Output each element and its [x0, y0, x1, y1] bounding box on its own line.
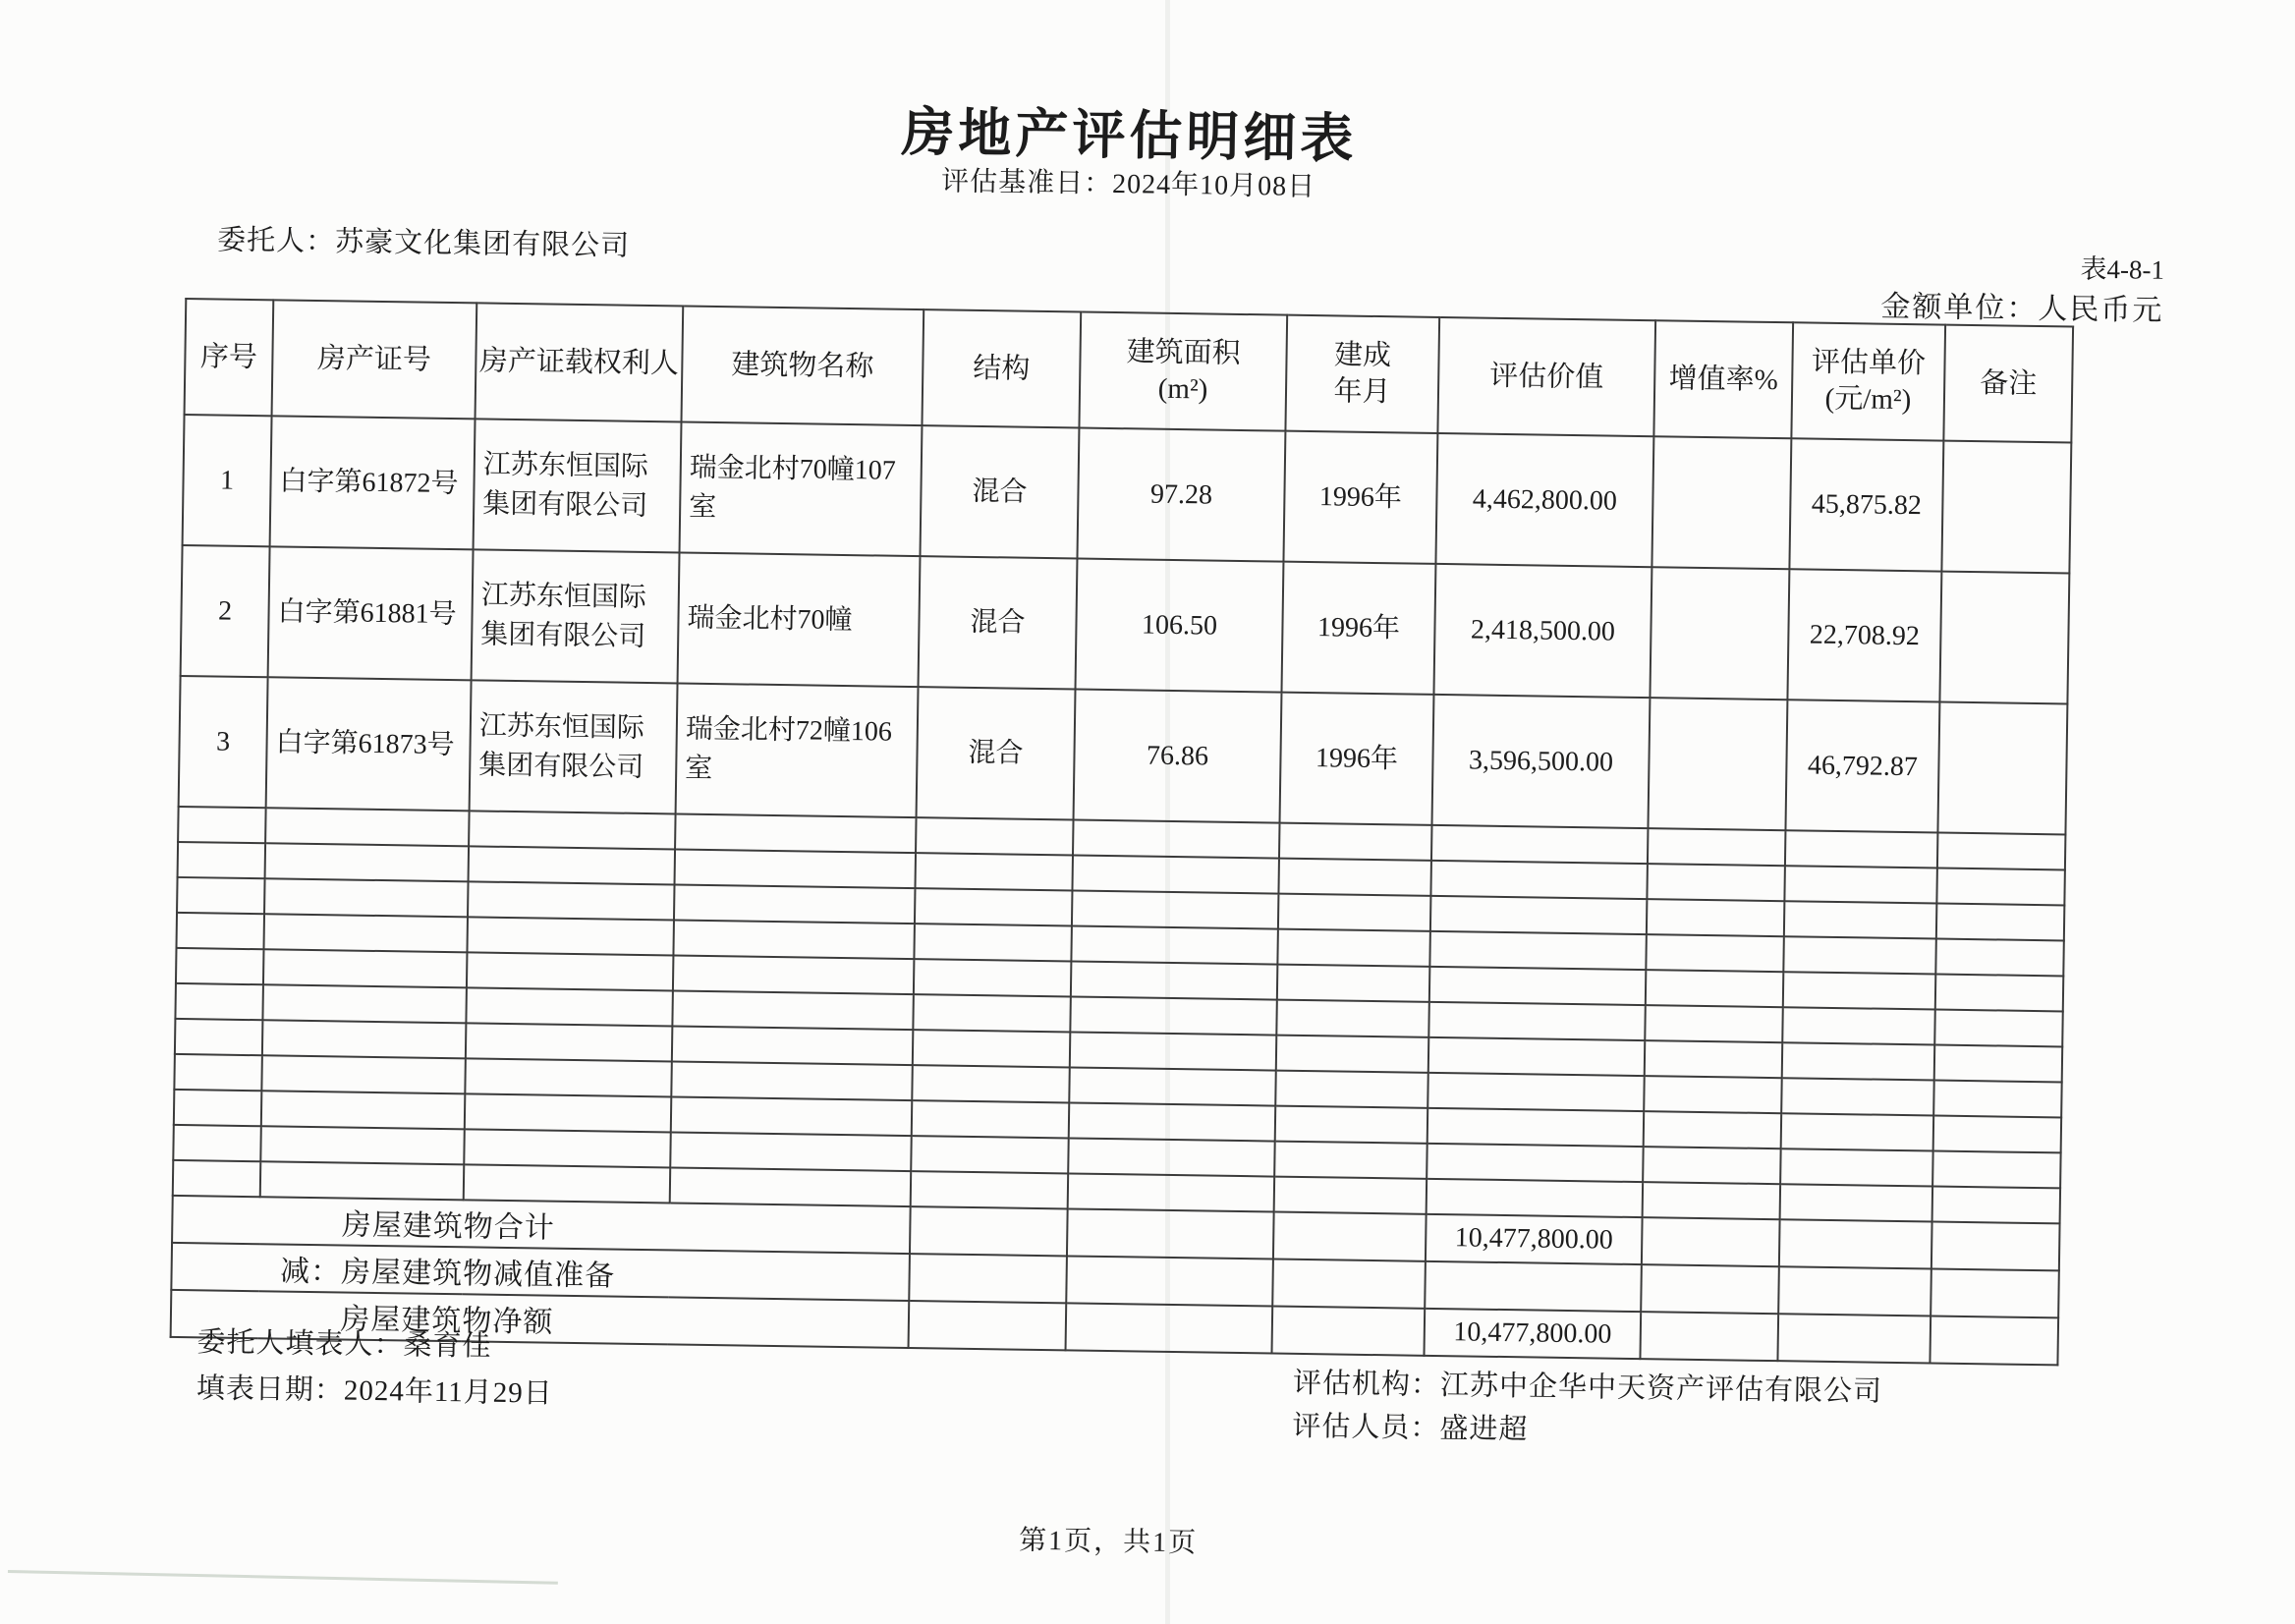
empty-cell	[910, 1206, 1068, 1256]
cell-building: 瑞金北村70幢107室	[680, 422, 923, 557]
empty-cell	[1642, 1217, 1780, 1266]
empty-cell	[1935, 939, 2064, 977]
empty-cell	[1067, 1208, 1274, 1259]
empty-cell	[1276, 1000, 1429, 1037]
cell-built-year: 1996年	[1281, 562, 1435, 695]
cell-increment-rate	[1648, 698, 1787, 830]
cell-owner: 江苏东恒国际集团有限公司	[472, 549, 680, 683]
empty-cell	[466, 1023, 673, 1061]
empty-cell	[1785, 830, 1938, 868]
empty-cell	[913, 1030, 1071, 1067]
col-header-owner: 房产证载权利人	[476, 303, 684, 421]
empty-cell	[672, 990, 914, 1030]
cell-area: 76.86	[1074, 689, 1282, 822]
empty-cell	[465, 1058, 672, 1096]
empty-cell	[469, 846, 676, 884]
right-footnotes	[1292, 1362, 1882, 1457]
cell-appraised-value: 4,462,800.00	[1435, 433, 1653, 567]
empty-cell	[1783, 936, 1936, 974]
empty-cell	[670, 1167, 912, 1206]
empty-cell	[1937, 833, 2066, 870]
empty-cell	[1934, 1045, 2063, 1083]
empty-cell	[261, 1091, 466, 1129]
summary-label-total: 房屋建筑物合计	[172, 1196, 911, 1254]
empty-cell	[1783, 972, 1936, 1009]
empty-cell	[464, 1129, 671, 1167]
empty-cell	[1933, 1115, 2062, 1152]
col-header-seq: 序号	[185, 299, 274, 416]
empty-rows	[173, 807, 2066, 1223]
empty-cell	[1648, 828, 1786, 866]
empty-cell	[1777, 1314, 1931, 1363]
table-reference-label: 表4-8-1	[2080, 253, 2165, 285]
table-data-rows	[179, 415, 2072, 834]
empty-cell	[173, 1125, 261, 1161]
empty-cell	[671, 1096, 913, 1136]
cell-unit-price: 45,875.82	[1789, 438, 1943, 571]
col-header-area: 建筑面积 (m²)	[1079, 312, 1287, 431]
empty-cell	[913, 994, 1071, 1032]
empty-cell	[916, 817, 1074, 855]
cell-seq: 2	[181, 545, 270, 677]
client-line: 委托人：苏豪文化集团有限公司	[216, 224, 631, 262]
empty-cell	[1645, 1005, 1783, 1042]
empty-cell	[1645, 1040, 1783, 1078]
empty-cell	[1640, 1312, 1778, 1361]
empty-cell	[1646, 970, 1784, 1007]
empty-cell	[1274, 1177, 1427, 1214]
col-header-structure: 结构	[922, 309, 1081, 427]
empty-cell	[1779, 1219, 1932, 1268]
empty-cell	[911, 1171, 1069, 1208]
cell-structure: 混合	[917, 687, 1076, 819]
empty-cell	[1275, 1071, 1428, 1108]
empty-cell	[1277, 929, 1430, 967]
empty-cell	[1780, 1148, 1933, 1186]
empty-cell	[1428, 1002, 1646, 1040]
empty-cell	[178, 807, 266, 843]
cell-area: 106.50	[1076, 559, 1284, 693]
empty-cell	[1931, 1268, 2059, 1317]
empty-cell	[914, 959, 1072, 996]
empty-cell	[1071, 925, 1278, 964]
empty-cell	[1430, 861, 1648, 899]
empty-cell	[174, 1054, 262, 1091]
summary-label-net: 房屋建筑物净额	[171, 1290, 910, 1348]
cell-owner: 江苏东恒国际集团有限公司	[474, 419, 682, 552]
empty-cell	[175, 983, 263, 1020]
empty-cell	[1647, 899, 1785, 936]
filler-line: 委托人填表人：桑育佳	[196, 1326, 492, 1363]
empty-cell	[1066, 1256, 1273, 1306]
empty-cell	[1277, 965, 1430, 1002]
col-header-increment-rate: 增值率%	[1653, 320, 1793, 438]
cell-built-year: 1996年	[1283, 431, 1437, 564]
empty-cell	[1932, 1150, 2061, 1188]
empty-cell	[261, 1055, 466, 1093]
empty-cell	[1646, 934, 1784, 972]
empty-cell	[467, 917, 674, 955]
empty-cell	[464, 1164, 671, 1203]
empty-cell	[1778, 1266, 1931, 1316]
empty-cell	[915, 853, 1073, 890]
cell-increment-rate	[1651, 436, 1791, 569]
document-sheet	[164, 54, 2191, 1624]
cell-structure: 混合	[919, 556, 1078, 689]
empty-cell	[467, 952, 674, 990]
empty-cell	[1071, 961, 1278, 999]
empty-cell	[1936, 904, 2065, 941]
empty-cell	[178, 842, 266, 878]
empty-cell	[1275, 1106, 1428, 1144]
appraisal-table	[170, 298, 2074, 1366]
empty-cell	[1431, 825, 1649, 864]
empty-cell	[466, 987, 673, 1026]
empty-cell	[909, 1301, 1067, 1350]
empty-cell	[1273, 1212, 1427, 1261]
empty-cell	[1066, 1303, 1273, 1353]
empty-cell	[1069, 1102, 1276, 1141]
empty-cell	[265, 843, 470, 881]
cell-structure: 混合	[920, 425, 1079, 558]
empty-cell	[675, 813, 917, 853]
cell-owner: 江苏东恒国际集团有限公司	[470, 680, 678, 813]
empty-cell	[1931, 1221, 2060, 1270]
fill-date-line: 填表日期：2024年11月29日	[196, 1372, 553, 1410]
cell-seq: 3	[179, 676, 268, 808]
left-footnotes	[196, 1319, 553, 1417]
cell-appraised-value: 2,418,500.00	[1433, 564, 1651, 698]
empty-cell	[671, 1061, 913, 1100]
cell-unit-price: 22,708.92	[1787, 569, 1941, 701]
cell-seq: 1	[183, 415, 272, 546]
summary-appraised-value: 10,477,800.00	[1426, 1214, 1643, 1264]
empty-cell	[673, 920, 915, 959]
empty-cell	[1276, 1036, 1429, 1073]
empty-cell	[260, 1161, 465, 1200]
empty-cell	[1935, 975, 2064, 1012]
empty-cell	[177, 877, 265, 914]
empty-cell	[469, 811, 676, 849]
empty-cell	[1933, 1081, 2062, 1118]
empty-cell	[176, 948, 264, 984]
empty-cell	[1643, 1147, 1781, 1184]
empty-cell	[1784, 901, 1937, 938]
col-header-unit-price: 评估单价 (元/m²)	[1791, 322, 1945, 440]
empty-cell	[260, 1126, 465, 1164]
empty-cell	[1427, 1108, 1645, 1147]
empty-cell	[1644, 1111, 1782, 1148]
empty-cell	[1072, 855, 1279, 893]
empty-cell	[909, 1254, 1067, 1303]
empty-cell	[1428, 1037, 1646, 1076]
summary-label-impairment: 减：房屋建筑物减值准备	[171, 1243, 910, 1301]
empty-cell	[1429, 931, 1647, 970]
empty-cell	[1643, 1182, 1781, 1219]
col-header-remark: 备注	[1943, 325, 2073, 443]
empty-cell	[1647, 864, 1785, 901]
cell-cert-no: 白字第61881号	[268, 546, 474, 680]
empty-cell	[263, 949, 468, 987]
empty-cell	[911, 1136, 1069, 1173]
col-header-building: 建筑物名称	[681, 307, 924, 426]
empty-cell	[1782, 1007, 1935, 1044]
empty-cell	[1930, 1316, 2058, 1365]
empty-cell	[1427, 1073, 1645, 1111]
empty-cell	[262, 1020, 467, 1058]
empty-cell	[1641, 1264, 1779, 1314]
empty-cell	[1278, 859, 1431, 896]
cell-increment-rate	[1650, 567, 1789, 700]
empty-cell	[1068, 1173, 1275, 1211]
empty-cell	[912, 1100, 1070, 1138]
cell-remark	[1941, 441, 2071, 574]
empty-cell	[1644, 1076, 1782, 1113]
appraiser-line: 评估人员：盛进超	[1292, 1410, 1529, 1446]
page-number: 第1页，共1页	[1018, 1525, 1199, 1559]
empty-cell	[673, 955, 915, 994]
valuation-base-date: 评估基准日：2024年10月08日	[940, 166, 1316, 203]
empty-cell	[1070, 996, 1277, 1035]
empty-cell	[1279, 823, 1432, 861]
cell-area: 97.28	[1077, 428, 1285, 562]
empty-cell	[465, 1093, 672, 1132]
empty-cell	[263, 914, 468, 952]
cell-building: 瑞金北村72幢106室	[676, 683, 919, 817]
currency-unit-note: 金额单位：人民币元	[1880, 290, 2164, 327]
empty-cell	[1936, 868, 2065, 906]
cell-built-year: 1996年	[1280, 693, 1434, 825]
empty-cell	[1430, 896, 1648, 934]
empty-cell	[1069, 1067, 1276, 1105]
empty-cell	[1278, 894, 1431, 931]
col-header-built-year: 建成 年月	[1285, 315, 1439, 433]
summary-appraised-value: 10,477,800.00	[1424, 1309, 1641, 1359]
cell-cert-no: 白字第61873号	[266, 677, 472, 811]
empty-cell	[1068, 1138, 1275, 1176]
col-header-cert-no: 房产证号	[272, 300, 477, 419]
cell-appraised-value: 3,596,500.00	[1431, 695, 1650, 828]
document-title: 房地产评估明细表	[900, 102, 1358, 169]
empty-cell	[1934, 1010, 2063, 1047]
empty-cell	[468, 881, 675, 920]
cell-remark	[1937, 702, 2067, 835]
empty-cell	[912, 1065, 1070, 1102]
empty-cell	[1274, 1142, 1427, 1179]
empty-cell	[174, 1090, 262, 1126]
empty-cell	[1784, 866, 1937, 903]
empty-cell	[670, 1132, 912, 1171]
empty-cell	[672, 1026, 914, 1065]
empty-cell	[915, 888, 1073, 925]
empty-cell	[1427, 1179, 1644, 1217]
cell-building: 瑞金北村70幢	[678, 552, 921, 687]
empty-cell	[1781, 1078, 1934, 1115]
empty-cell	[265, 808, 470, 846]
empty-cell	[1781, 1113, 1934, 1150]
empty-cell	[173, 1160, 261, 1197]
empty-cell	[262, 984, 467, 1023]
empty-cell	[1932, 1186, 2061, 1223]
empty-cell	[675, 849, 917, 888]
empty-cell	[1072, 890, 1279, 928]
empty-cell	[674, 884, 916, 924]
empty-cell	[264, 878, 469, 917]
empty-cell	[1427, 1144, 1644, 1182]
empty-cell	[1780, 1184, 1933, 1221]
col-header-appraised-value: 评估价值	[1437, 317, 1655, 436]
cell-unit-price: 46,792.87	[1785, 700, 1939, 832]
empty-cell	[1782, 1042, 1935, 1080]
empty-cell	[1429, 967, 1647, 1005]
empty-cell	[175, 1019, 263, 1055]
empty-cell	[1272, 1260, 1426, 1309]
cell-remark	[1939, 572, 2069, 704]
empty-cell	[1073, 819, 1280, 858]
empty-cell	[914, 924, 1072, 961]
cell-cert-no: 白字第61872号	[270, 416, 476, 549]
empty-cell	[1272, 1307, 1426, 1356]
empty-cell	[177, 913, 265, 949]
agency-line: 评估机构：江苏中企华中天资产评估有限公司	[1292, 1367, 1883, 1408]
empty-cell	[1070, 1032, 1277, 1070]
summary-appraised-value	[1425, 1261, 1642, 1312]
